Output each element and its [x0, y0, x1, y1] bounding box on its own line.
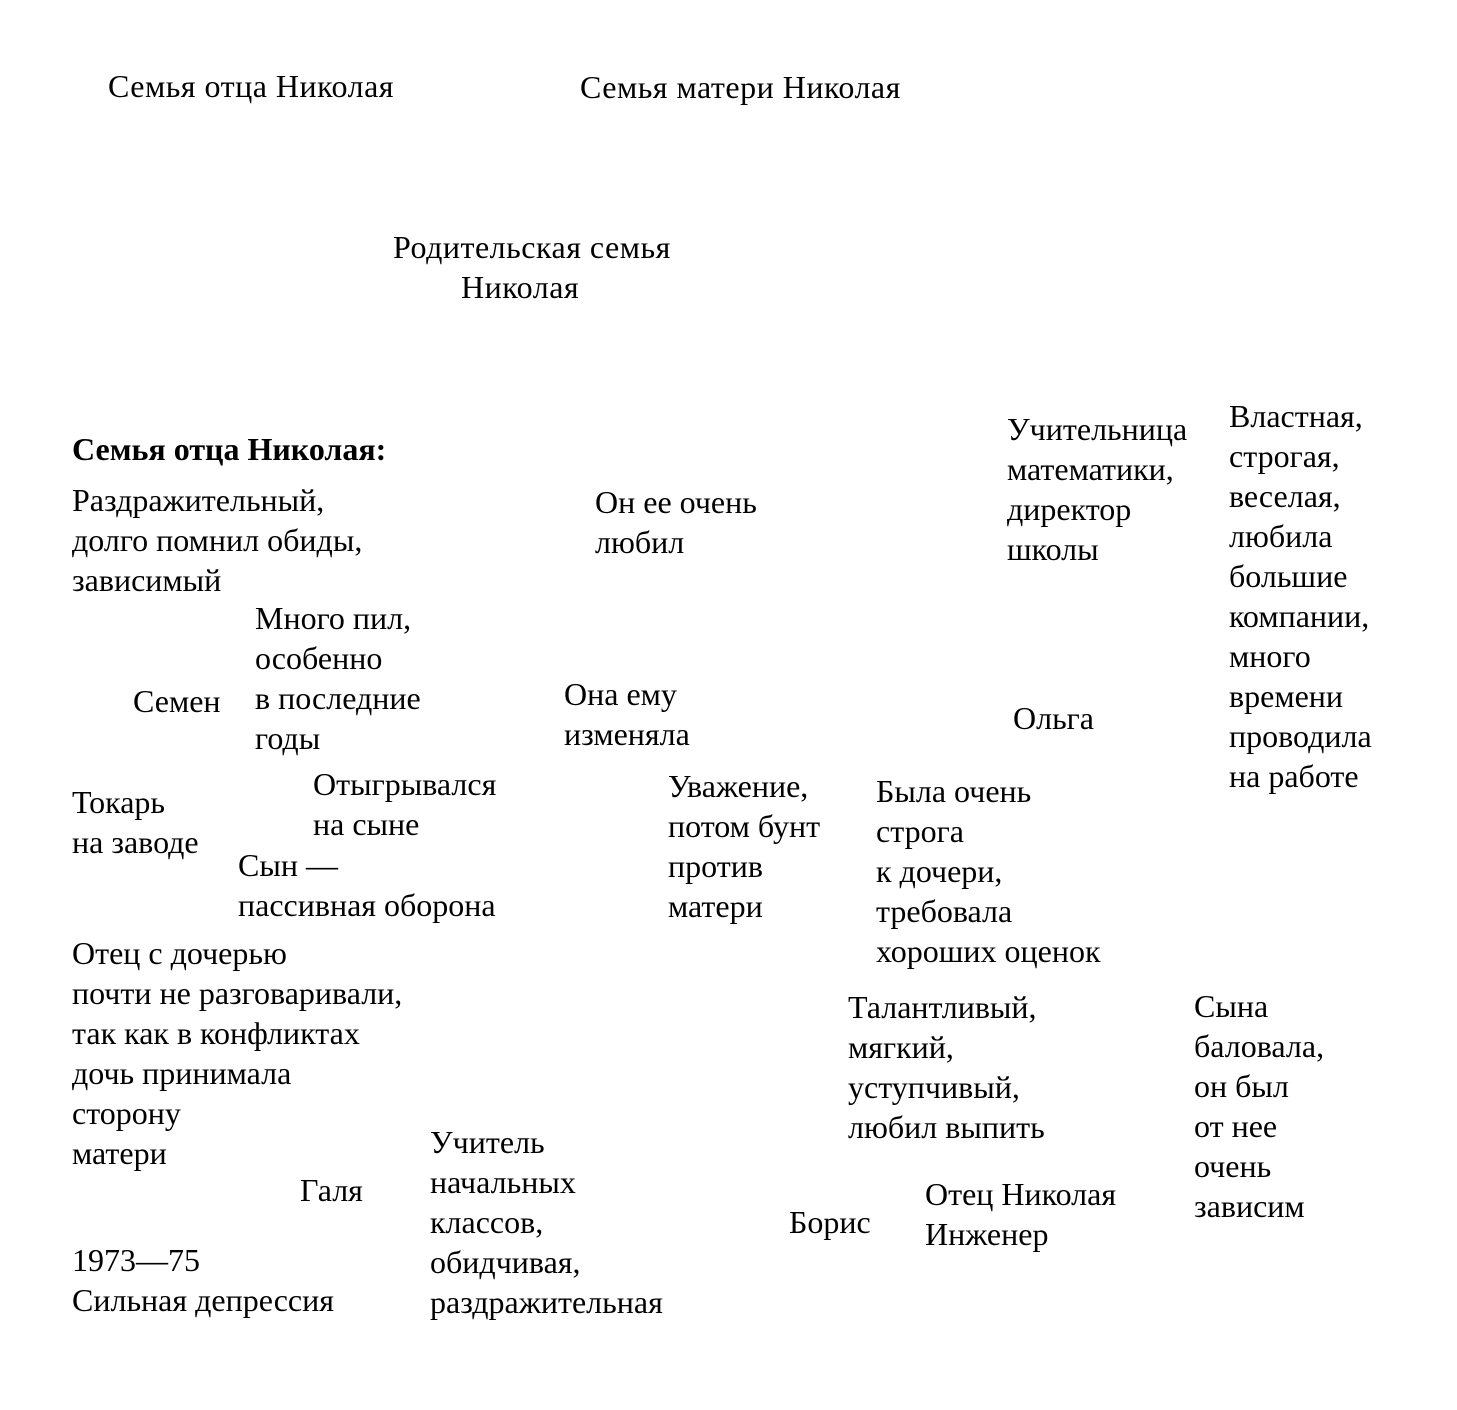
parental-family-header: Родительская семья Николая — [393, 229, 671, 305]
relation-he-loved-her: Он ее очень любил — [595, 484, 757, 560]
galya-depression: 1973—75 Сильная депрессия — [72, 1242, 334, 1318]
boris-traits: Талантливый, мягкий, уступчивый, любил выпить — [848, 989, 1045, 1145]
relation-strict-to-daughter: Была очень строга к дочери, требовала хороших оценок — [876, 773, 1101, 969]
relation-son-passive: Сын — пассивная оборона — [238, 847, 496, 923]
semen-job: Токарь на заводе — [72, 784, 199, 860]
relation-took-out-on-son: Отыгрывался на сыне — [313, 766, 497, 842]
boris-role: Отец Николая Инженер — [925, 1176, 1117, 1252]
semen-traits: Раздражительный, долго помнил обиды, зависимый — [72, 482, 363, 598]
olga-job: Учительница математики, директор школы — [1007, 411, 1188, 567]
semen-drinking: Много пил, особенно в последние годы — [255, 600, 421, 756]
boris-name: Борис — [789, 1204, 871, 1240]
relation-spoiled-son: Сына баловала, он был от нее очень зависим — [1194, 988, 1325, 1224]
relation-respect-rebellion: Уважение, потом бунт против матери — [668, 768, 821, 924]
galya-job: Учитель начальных классов, обидчивая, раздражительная — [430, 1124, 663, 1320]
galya-name: Галя — [300, 1172, 363, 1208]
mother-family-header: Семья матери Николая — [580, 69, 901, 105]
section-title: Семья отца Николая: — [72, 431, 387, 467]
relation-father-daughter: Отец с дочерью почти не разговаривали, так как в конфликтах дочь принимала сторону матери — [72, 935, 403, 1171]
semen-name: Семен — [133, 683, 221, 719]
relation-she-cheated: Она ему изменяла — [564, 676, 690, 752]
father-family-header: Семья отца Николая — [108, 68, 395, 104]
olga-name: Ольга — [1013, 700, 1094, 736]
olga-traits: Властная, строгая, веселая, любила большие компании, много времени проводила на работе — [1229, 398, 1372, 794]
